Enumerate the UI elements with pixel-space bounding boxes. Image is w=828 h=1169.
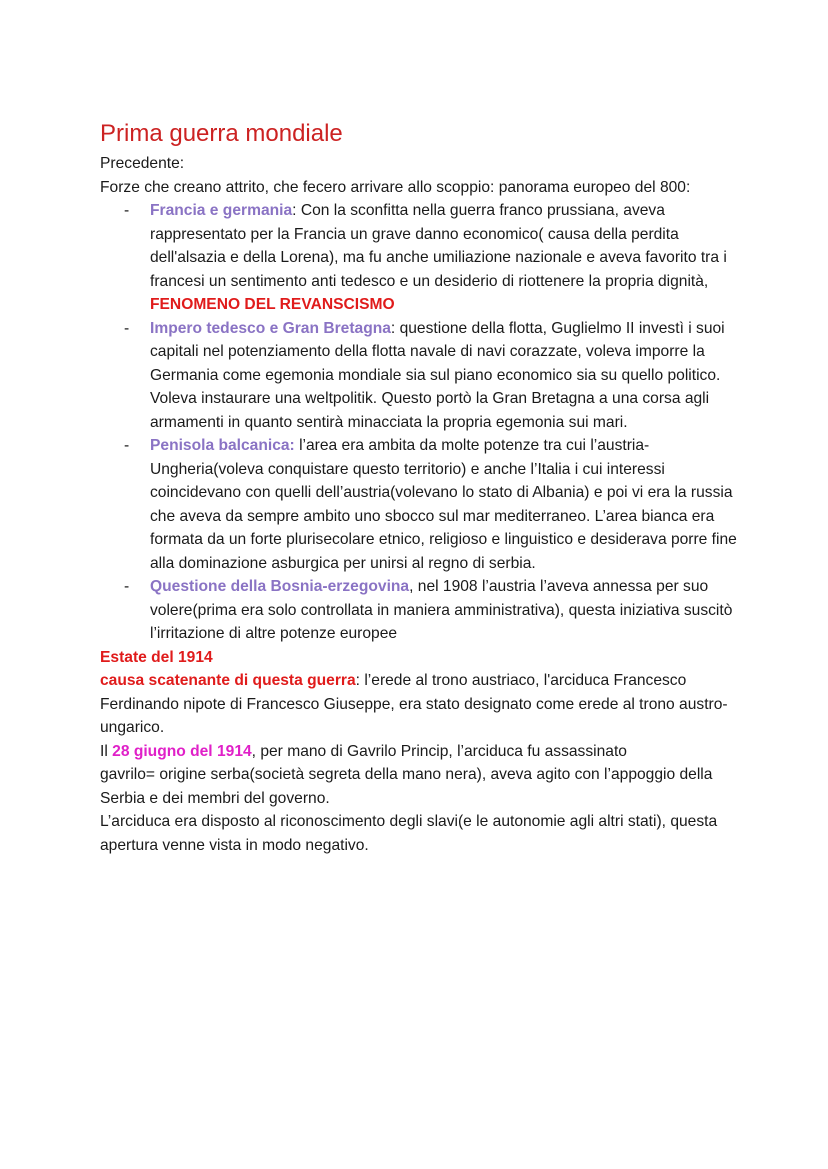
causa-paragraph bbox=[100, 669, 740, 740]
revanscismo-emphasis: FENOMENO DEL REVANSCISMO bbox=[150, 296, 395, 313]
topic-label: Penisola balcanica: bbox=[150, 437, 295, 454]
causa-label: causa scatenante di questa guerra bbox=[100, 672, 356, 689]
list-item bbox=[124, 199, 740, 317]
bullet-text: : Con la sconfitta nella guerra franco prussiana, aveva rappresentato per la Francia un grave danno economico( causa della perdita dell'alsazia e della Lorena), ma fu anche umiliazione nazionale e aveva favorito tra i francesi un sentimento anti tedesco e un desiderio di riottenere la propria dignità, bbox=[150, 202, 727, 290]
topic-label: Impero tedesco e Gran Bretagna bbox=[150, 319, 391, 337]
bullet-text: : questione della flotta, Guglielmo II investì i suoi capitali nel potenziamento della flotta navale di navi corazzate, voleva imporre la Germania come egemonia mondiale sia sul piano economico sia su quello politico. Voleva instaurare una weltpolitik. Questo portò la Gran Bretagna a una corsa agli armamenti in quanto sentirà minacciata la propria egemonia sui mari. bbox=[150, 319, 725, 431]
bullet-text: , nel 1908 l’austria l’aveva annessa per suo volere(prima era solo controllata in maniera amministrativa), questa iniziativa suscitò l’irritazione di altre potenze europee bbox=[150, 578, 733, 642]
dash-marker: - bbox=[124, 319, 130, 337]
causa-text: : l’erede al trono austriaco, l'arciduca Francesco Ferdinando nipote di Francesco Giuseppe, era stato designato come erede al trono austro- ungarico. bbox=[100, 672, 728, 736]
bullet-list bbox=[100, 199, 740, 646]
bullet-text: l’area era ambita da molte potenze tra cui l’austria-Ungheria(voleva conquistare questo territorio) e anche l’Italia i cui interessi coincidevano con quelli dell’austria(volevano lo stato di Albania) e poi vi era la russia che aveva da sempre ambito uno sbocco sul mar mediterraneo. L’area bianca era formata da un forte plurisecolare etnico, religioso e linguistico e desiderava porre fine alla dominazione asburgica per unirsi al regno di serbia. bbox=[150, 437, 737, 572]
dash-marker: - bbox=[124, 437, 130, 454]
page-title: Prima guerra mondiale bbox=[100, 120, 343, 147]
dash-marker: - bbox=[124, 578, 130, 595]
list-item bbox=[124, 317, 740, 435]
list-item bbox=[124, 575, 740, 646]
dash-marker: - bbox=[124, 202, 130, 219]
date-text: , per mano di Gavrilo Princip, l’arciduca fu assassinato bbox=[251, 742, 627, 760]
section-heading: Estate del 1914 bbox=[100, 648, 213, 666]
precedente-label: Precedente: bbox=[100, 155, 185, 172]
arciduca-paragraph: L’arciduca era disposto al riconoscimento degli slavi(e le autonomie agli altri stati), questa apertura venne vista in modo negativo. bbox=[100, 813, 718, 854]
list-item bbox=[124, 434, 740, 575]
date-paragraph bbox=[100, 740, 740, 764]
document-page bbox=[100, 118, 740, 857]
topic-label: Francia e germania bbox=[150, 202, 293, 219]
gavrilo-paragraph: gavrilo= origine serba(società segreta della mano nera), aveva agito con l’appoggio della Serbia e dei membri del governo. bbox=[100, 766, 713, 807]
date-prefix: Il bbox=[100, 742, 113, 760]
intro-text: Forze che creano attrito, che fecero arrivare allo scoppio: panorama europeo del 800: bbox=[100, 178, 691, 196]
topic-label: Questione della Bosnia-erzegovina bbox=[150, 578, 410, 595]
assassination-date: 28 giugno del 1914 bbox=[112, 742, 252, 760]
